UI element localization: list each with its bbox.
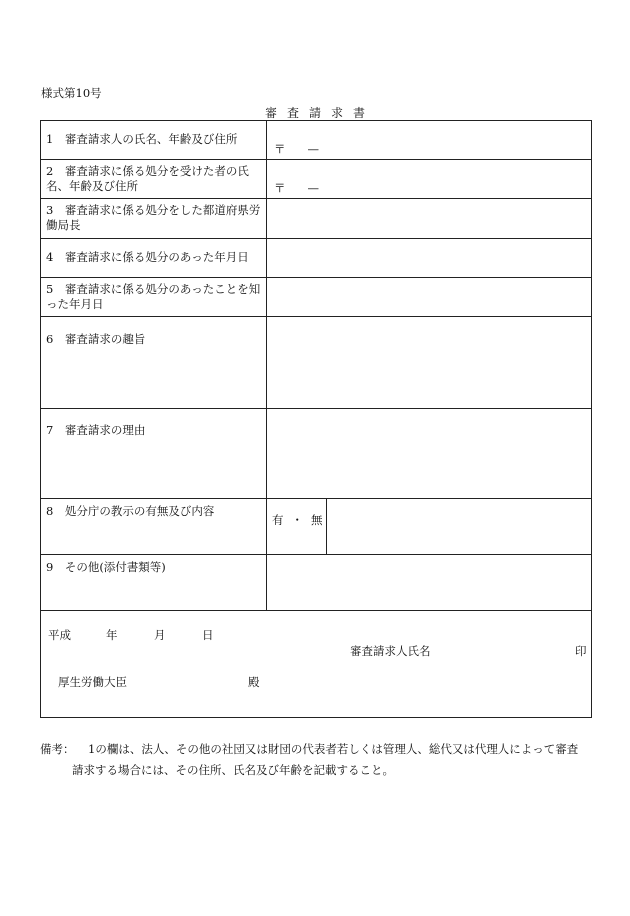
date-month-label: 月: [154, 628, 166, 642]
form-number: 様式第10号: [41, 86, 102, 100]
page-title: [0, 104, 630, 121]
row-label-instruction: 8 処分庁の教示の有無及び内容: [46, 504, 215, 518]
row-label-disposition-date: 4 審査請求に係る処分のあった年月日: [46, 250, 249, 264]
title-char: 請: [308, 106, 321, 120]
row-label-known-date: 5 審査請求に係る処分のあったことを知った年月日: [46, 282, 261, 311]
addressee: 厚生労働大臣: [58, 675, 127, 689]
labor-bureau-input-cell[interactable]: [267, 199, 591, 238]
notes-text-line-2: 請求する場合には、その住所、氏名及び年齢を記載すること。: [72, 763, 394, 777]
notes-text-line-1: 1の欄は、法人、その他の社団又は財団の代表者若しくは管理人、総代又は代理人によって審査: [88, 742, 579, 756]
row-label-purpose: 6 審査請求の趣旨: [46, 332, 146, 346]
postal-dash: —: [307, 142, 319, 156]
postal-mark: 〒: [274, 142, 286, 156]
requester-name-label: 審査請求人氏名: [350, 644, 431, 658]
title-char: 審: [264, 106, 277, 120]
no-option[interactable]: 無: [311, 513, 323, 527]
title-char: 書: [353, 106, 366, 120]
honorific: 殿: [248, 675, 260, 689]
separator-dot: ・: [291, 513, 303, 527]
seal-mark: 印: [575, 644, 587, 658]
yes-option[interactable]: 有: [272, 513, 284, 527]
date-era: 平成: [48, 628, 71, 642]
notes-heading: 備考：: [40, 742, 75, 756]
postal-code-requester: [274, 141, 319, 157]
row-label-labor-bureau: 3 審査請求に係る処分をした都道府県労働局長: [46, 203, 261, 232]
requester-name-field[interactable]: [436, 640, 572, 658]
row-label-disposed-person: 2 審査請求に係る処分を受けた者の氏名、年齢及び住所: [46, 164, 249, 193]
instruction-content-cell[interactable]: [327, 499, 591, 554]
disposition-date-input-cell[interactable]: [267, 239, 591, 277]
row-label-requester: 1 審査請求人の氏名、年齢及び住所: [46, 132, 238, 146]
row-label-reason: 7 審査請求の理由: [46, 423, 146, 437]
purpose-input-cell[interactable]: [267, 317, 591, 408]
title-char: 査: [286, 106, 299, 120]
date-day-label: 日: [202, 628, 214, 642]
known-date-input-cell[interactable]: [267, 278, 591, 316]
other-input-cell[interactable]: [267, 555, 591, 610]
title-char: 求: [331, 106, 344, 120]
row-divider: [40, 610, 592, 611]
reason-input-cell[interactable]: [267, 409, 591, 498]
postal-dash: —: [307, 181, 319, 195]
postal-mark: 〒: [274, 181, 286, 195]
postal-code-disposed-person: [274, 180, 319, 196]
instruction-yes-no[interactable]: [272, 512, 323, 528]
date-year-label: 年: [106, 628, 118, 642]
row-label-other: 9 その他(添付書類等): [46, 560, 166, 574]
